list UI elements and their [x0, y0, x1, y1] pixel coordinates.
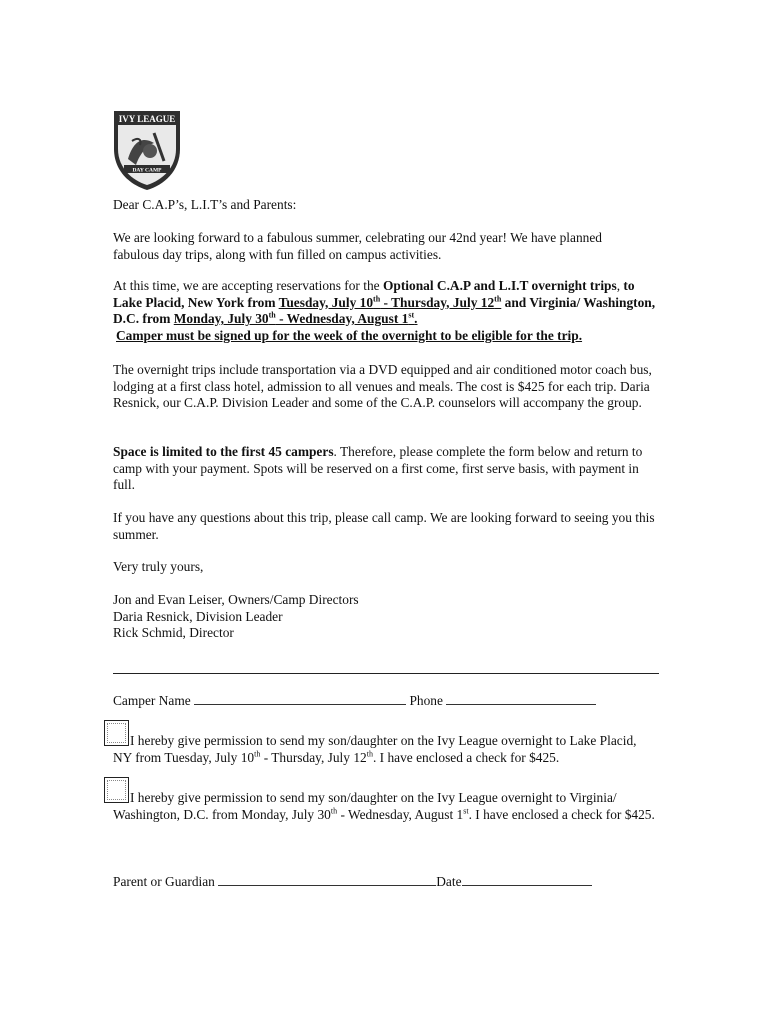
date-suffix: th — [494, 294, 502, 304]
date-suffix: th — [330, 806, 338, 816]
reservations-virginia: and Virginia/ Washington, D.C. from — [113, 294, 656, 326]
logo-top-text: IVY LEAGUE — [118, 114, 176, 124]
logo-bottom-text: DAY CAMP — [132, 167, 162, 174]
camper-name-field[interactable] — [194, 692, 406, 705]
lake-placid-end-text: - Thursday, July 12 — [260, 749, 367, 765]
lake-placid-permission-text: I hereby give permission to send my son/daughter on the Ivy League overnight to Lake Placid, NY from Tuesday, July 10 — [113, 733, 637, 765]
closing — [113, 559, 673, 576]
virginia-end-text: - Wednesday, August 1 — [337, 806, 464, 822]
form-divider — [113, 673, 659, 674]
camper-name-label: Camper Name — [113, 693, 191, 708]
date-field[interactable] — [462, 873, 592, 886]
camper-info-row — [113, 692, 673, 710]
signature-director: Rick Schmid, Director — [113, 625, 234, 640]
ivy-league-day-camp-logo — [110, 109, 184, 191]
paragraph-space-limited — [113, 444, 661, 494]
phone-label: Phone — [409, 693, 443, 708]
date-suffix: th — [268, 310, 276, 320]
virginia-permission-text: I hereby give permission to send my son/daughter on the Ivy League overnight to Virginia/ Washington, D.C. from Monday, July 30 — [113, 790, 617, 822]
guardian-row — [113, 873, 673, 891]
reservations-intro: At this time, we are accepting reservations for the — [113, 278, 383, 293]
space-limited-instructions: . Therefore, please complete the form below and return to camp with your payment. Spots will be reserved on a first come, first serve basis, with payment in full. — [113, 444, 643, 492]
trip-details-text: The overnight trips include transportation via a DVD equipped and air conditioned motor coach bus, lodging at a first class hotel, admission to all venues and meals. The cost is $425 for each trip. Daria Resnick, our C.A.P. Division Leader and some of the C.A.P. counselors will accompany the group. — [113, 362, 652, 410]
salutation — [113, 197, 673, 214]
lake-placid-check-text: . I have enclosed a check for $425. — [372, 749, 560, 765]
closing-text: Very truly yours, — [113, 559, 204, 574]
lake-placid-end-date: - Thursday, July 12 — [380, 294, 495, 310]
lake-placid-start-date: Tuesday, July 10 — [278, 294, 374, 310]
date-suffix: st — [408, 310, 415, 320]
date-suffix: th — [366, 749, 373, 759]
paragraph-questions — [113, 510, 658, 543]
virginia-permission — [113, 790, 658, 823]
guardian-signature-field[interactable] — [218, 873, 436, 886]
date-suffix: th — [373, 294, 381, 304]
date-period: . — [414, 311, 418, 326]
salutation-text: Dear C.A.P’s, L.I.T’s and Parents: — [113, 197, 297, 212]
signature-division-leader: Daria Resnick, Division Leader — [113, 608, 283, 624]
reservations-trips-label: Optional C.A.P and L.I.T overnight trips — [382, 278, 617, 293]
questions-text: If you have any questions about this trip, please call camp. We are looking forward to seeing you this summer. — [113, 510, 655, 542]
space-limited-notice: Space is limited to the first 45 campers — [113, 444, 334, 459]
date-suffix: th — [254, 749, 261, 759]
paragraph-trip-details — [113, 362, 653, 412]
paragraph-reservations — [113, 278, 661, 344]
virginia-start-date: Monday, July 30 — [173, 311, 269, 326]
eligibility-requirement: Camper must be signed up for the week of the overnight to be eligible for the trip. — [116, 327, 583, 343]
lake-placid-permission — [113, 733, 658, 766]
signature-block — [113, 592, 673, 642]
reservations-lake-placid: to Lake Placid, New York from — [113, 278, 635, 310]
guardian-label: Parent or Guardian — [113, 874, 215, 889]
phone-field[interactable] — [446, 692, 596, 705]
date-label: Date — [436, 874, 462, 889]
virginia-check-text: . I have enclosed a check for $425. — [468, 806, 655, 822]
paragraph-intro — [113, 230, 633, 263]
virginia-end-date: - Wednesday, August 1 — [275, 311, 409, 326]
date-suffix: st — [463, 806, 469, 816]
reservations-comma: , — [616, 278, 624, 293]
signature-owners: Jon and Evan Leiser, Owners/Camp Directors — [113, 592, 359, 607]
paragraph-intro-text: We are looking forward to a fabulous summer, celebrating our 42nd year! We have planned fabulous day trips, along with fun filled on campus activities. — [113, 230, 602, 262]
